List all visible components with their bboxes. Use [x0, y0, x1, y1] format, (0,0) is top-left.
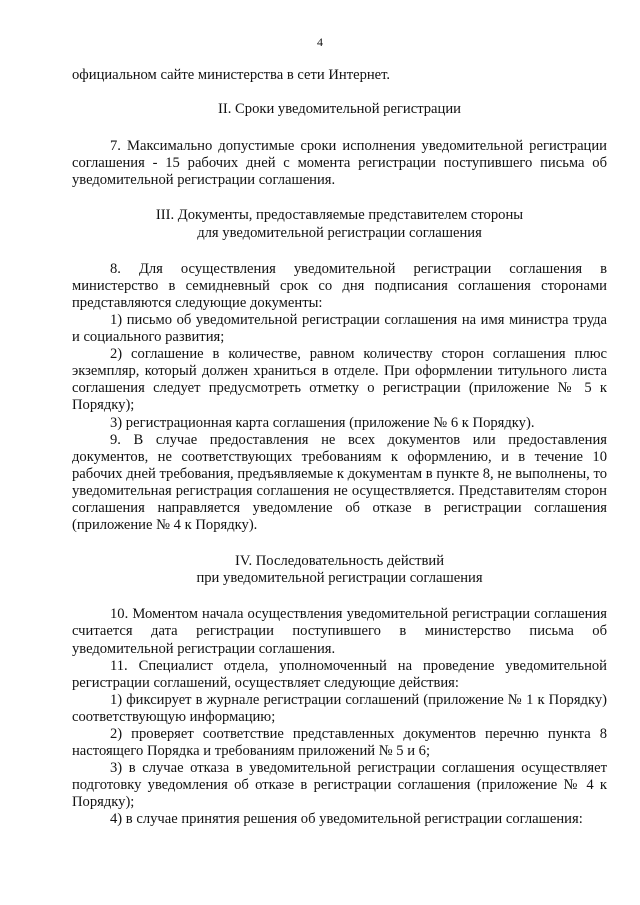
- page-number: 4: [317, 35, 323, 49]
- paragraph-7: 7. Максимально допустимые сроки исполнения уведомительной регистрации соглашения - 15 рабочих дней с момента регистрации поступившего письма об уведомительной регистрации соглашения.: [72, 138, 607, 189]
- section-2-heading: II. Сроки уведомительной регистрации: [218, 101, 461, 118]
- paragraph-11-item-4: 4) в случае принятия решения об уведомительной регистрации соглашения:: [110, 811, 583, 828]
- paragraph-11-item-1: 1) фиксирует в журнале регистрации соглашений (приложение № 1 к Порядку) соответствующую информацию;: [72, 691, 607, 725]
- page-content: [72, 67, 607, 829]
- paragraph-8-item-3: 3) регистрационная карта соглашения (приложение № 6 к Порядку).: [110, 414, 535, 431]
- paragraph-11-item-3: 3) в случае отказа в уведомительной регистрации соглашения осуществляет подготовку уведомления об отказе в регистрации соглашения (приложение № 4 к Порядку);: [72, 760, 607, 811]
- section-4-heading-line2: при уведомительной регистрации соглашения: [196, 570, 483, 587]
- paragraph-11-item-2: 2) проверяет соответствие представленных документов перечню пункта 8 настоящего Порядка и требованиям приложений № 5 и 6;: [72, 726, 607, 760]
- paragraph-8-item-1: 1) письмо об уведомительной регистрации соглашения на имя министра труда и социального развития;: [72, 311, 607, 346]
- paragraph-8: 8. Для осуществления уведомительной регистрации соглашения в министерство в семидневный срок со дня подписания соглашения сторонами представляются следующие документы:: [72, 260, 607, 311]
- paragraph-8-item-2: 2) соглашение в количестве, равном количеству сторон соглашения плюс экземпляр, который должен храниться в отделе. При оформлении титульного листа соглашения следует предусмотреть отметку о регистрации (приложение № 5 к Порядку);: [72, 346, 607, 414]
- section-3-heading-line2: для уведомительной регистрации соглашения: [197, 224, 482, 241]
- paragraph-10: 10. Моментом начала осуществления уведомительной регистрации соглашения считается дата регистрации поступившего в министерство письма об уведомительной регистрации соглашения.: [72, 606, 607, 657]
- section-3-heading-line1: III. Документы, предоставляемые представителем стороны: [155, 207, 524, 224]
- paragraph-11: 11. Специалист отдела, уполномоченный на проведение уведомительной регистрации соглашений, осуществляет следующие действия:: [72, 657, 607, 691]
- section-4-heading-line1: IV. Последовательность действий: [234, 553, 445, 570]
- paragraph-9: 9. В случае предоставления не всех документов или предоставления документов, не соответствующих требованиям к оформлению, и в течение 10 рабочих дней требования, предъявляемые к документам в пункте 8, не выполнены, то уведомительная регистрация соглашения не осуществляется. Представителям сторон соглашения направляется уведомление об отказе в регистрации соглашения (приложение № 4 к Порядку).: [72, 431, 607, 534]
- intro-line: официальном сайте министерства в сети Интернет.: [72, 67, 391, 83]
